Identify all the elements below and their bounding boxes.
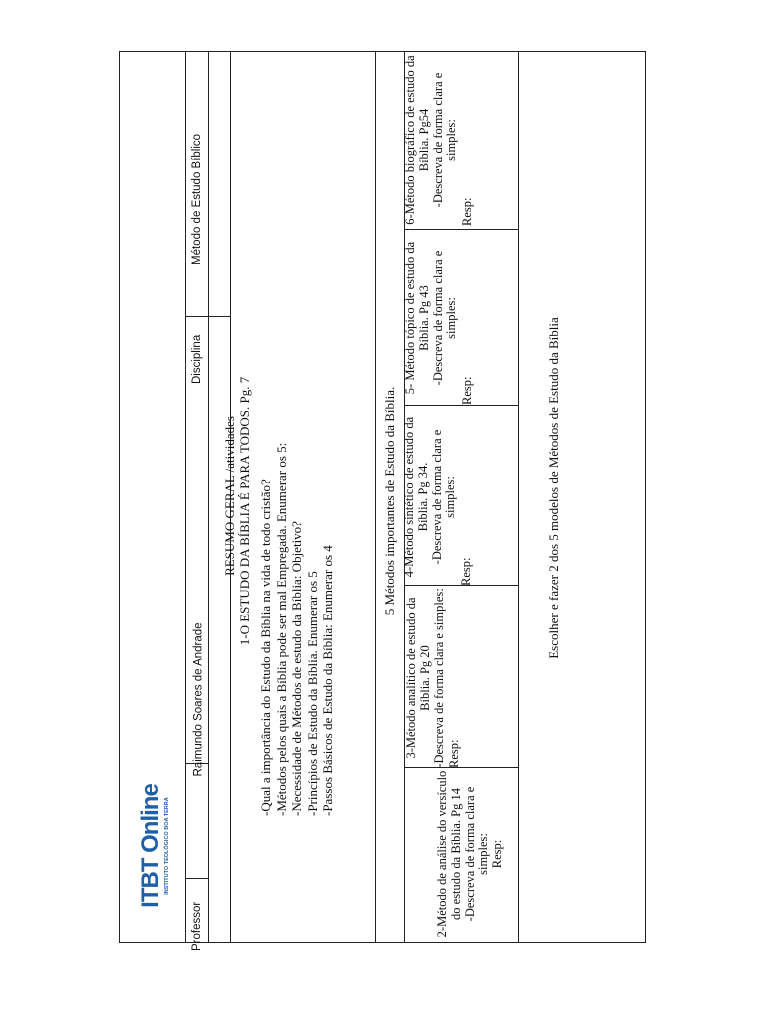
method-title: 6-Método biográfico de estudo da Bíblia. Pg54 <box>403 55 431 225</box>
divider-method-5 <box>404 405 518 406</box>
method-title: 2-Método de análise do versículo do estudo da Bíblia. Pg 14 <box>435 770 463 938</box>
method-resp: Resp: <box>460 376 475 405</box>
section1-item: -Métodos pelos quais a Bíblia pode ser mal Empregada. Enumerar os 5: <box>273 442 289 816</box>
method-task: -Descreva de forma clara e simples: <box>430 72 459 208</box>
section1-heading: 1-O ESTUDO DA BÍBLIA É PARA TODOS. Pg. 7 <box>237 376 252 646</box>
logo-brand-text: ITBT Online <box>137 784 164 908</box>
resumo-title: RESUMO GERAL /atividades <box>222 416 237 576</box>
method-cell <box>403 408 515 586</box>
disciplina-value: Método de Estudo Bíblico <box>191 133 203 265</box>
logo-subtitle: INSTITUTO TEOLÓGICO BOA TERRA <box>164 797 170 895</box>
footer-instruction: Escolher e fazer 2 dos 5 modelos de Métodos de Estudo da Bíblia <box>546 317 561 659</box>
method-task: -Descreva de forma clara e simples: <box>429 429 458 565</box>
method-title: 5- Método tópico de estudo da Bíblia. Pg 43 <box>403 241 431 395</box>
itbt-logo <box>130 770 182 920</box>
section1-item: -Passos Básicos de Estudo da Bíblia: Enumerar os 4 <box>320 545 335 816</box>
method-task: -Descreva de forma clara e simples: <box>431 588 446 768</box>
method-title: 4-Método sintético de estudo da Bíblia. Pg 34. <box>402 416 430 578</box>
section1-item: -Necessidade de Métodos de estudo da Bíblia: Objetivo? <box>289 521 304 816</box>
method-resp: Resp: <box>447 739 462 768</box>
section1-item: -Qual a importância do Estudo da Bíblia na vida de todo cristão? <box>258 479 273 816</box>
divider-method-6 <box>404 229 518 230</box>
professor-name: Raimundo Soares de Andrade <box>192 622 205 777</box>
professor-label: Professor <box>191 901 203 951</box>
method-resp: Resp: <box>459 557 474 586</box>
section1-item: -Princípios de Estudo da Bíblia. Enumerar os 5 <box>304 571 320 816</box>
divider-header-right <box>208 51 209 943</box>
methods-title: 5 Métodos importantes de Estudo da Bíblia. <box>382 386 397 616</box>
method-resp: Resp: <box>490 839 505 869</box>
method-task: -Descreva de forma clara e simples: <box>462 786 491 922</box>
method-resp: Resp: <box>460 197 475 226</box>
method-cell <box>405 588 517 768</box>
method-cell <box>436 767 548 941</box>
method-cell <box>404 231 516 405</box>
section1-block <box>236 366 366 816</box>
method-task: -Descreva de forma clara e simples: <box>430 250 459 386</box>
method-title: 3-Método analítico de estudo da Bíblia. Pg 20 <box>404 597 432 759</box>
method-cell <box>404 54 516 226</box>
disciplina-label: Disciplina <box>191 334 203 384</box>
